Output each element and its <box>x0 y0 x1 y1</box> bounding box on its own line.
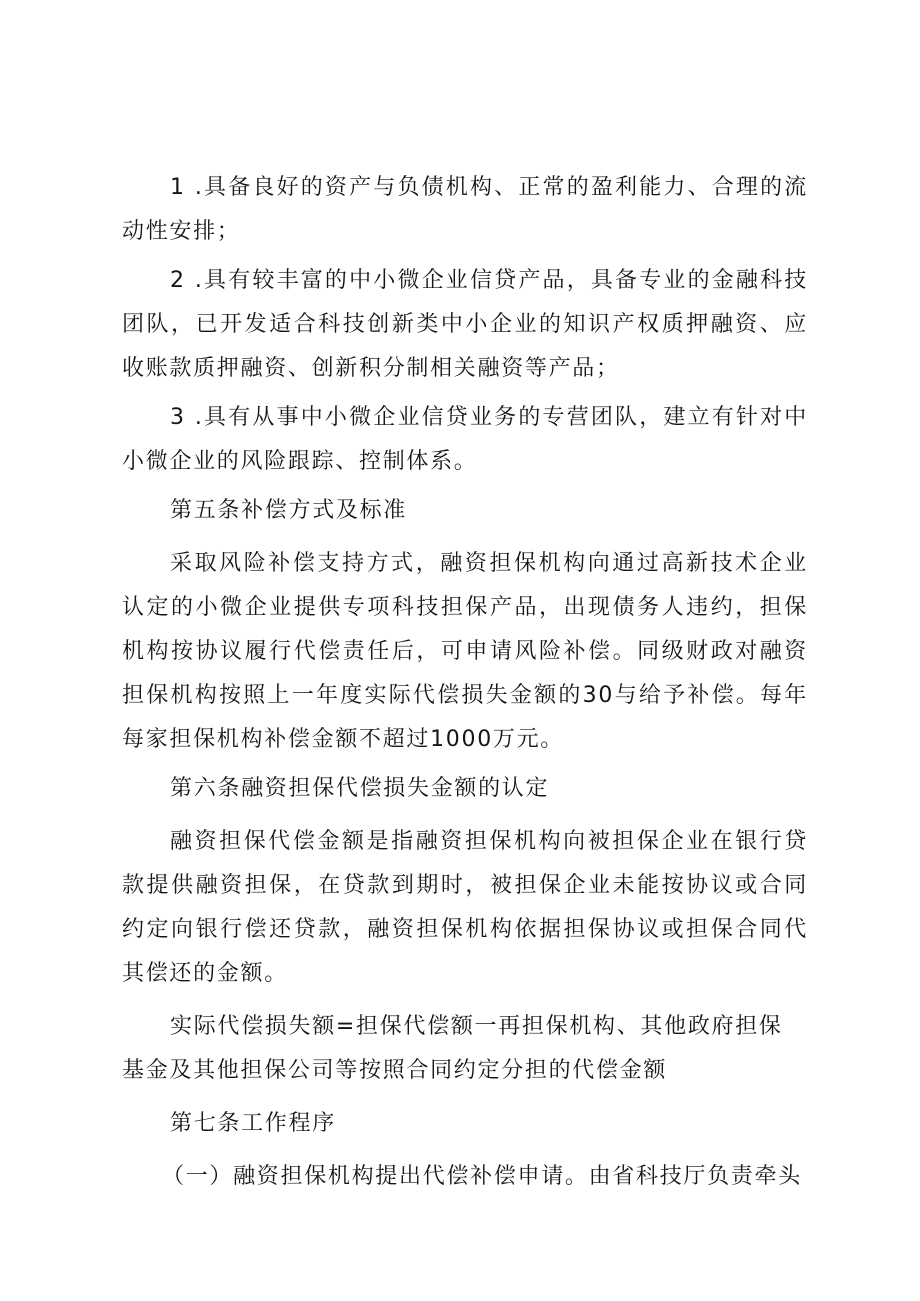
paragraph-item-2: 2 .具有较丰富的中小微企业信贷产品，具备专业的金融科技团队，已开发适合科技创新类中小企业的知识产权质押融资、应收账款质押融资、创新积分制相关融资等产品； <box>122 268 808 381</box>
document-body <box>122 166 808 1204</box>
paragraph-procedure-1: （一）融资担保机构提出代偿补偿申请。由省科技厅负责牵头 <box>162 1164 802 1189</box>
paragraph-compensation: 采取风险补偿支持方式，融资担保机构向通过高新技术企业认定的小微企业提供专项科技担保产品，出现债务人违约，担保机构按协议履行代偿责任后，可申请风险补偿。同级财政对融资担保机构按照上一年度实际代偿损失金额的30与给予补偿。每年每家担保机构补偿金额不超过1000万元。 <box>122 551 808 752</box>
formula-line-2: 基金及其他担保公司等按照合同约定分担的代偿金额 <box>122 1058 668 1083</box>
heading-article-7: 第七条工作程序 <box>170 1111 336 1136</box>
heading-article-5: 第五条补偿方式及标准 <box>170 498 408 523</box>
heading-article-6: 第六条融资担保代偿损失金额的认定 <box>170 776 550 801</box>
paragraph-item-1: 1 .具备良好的资产与负债机构、正常的盈利能力、合理的流动性安排； <box>122 175 808 244</box>
paragraph-definition: 融资担保代偿金额是指融资担保机构向被担保企业在银行贷款提供融资担保，在贷款到期时，被担保企业未能按协议或合同约定向银行偿还贷款，融资担保机构依据担保协议或担保合同代其偿还的金额。 <box>122 829 808 986</box>
paragraph-item-3: 3 .具有从事中小微企业信贷业务的专营团队，建立有针对中小微企业的风险跟踪、控制体系。 <box>122 405 808 474</box>
formula-line-1: 实际代偿损失额=担保代偿额一再担保机构、其他政府担保 <box>170 1014 783 1039</box>
